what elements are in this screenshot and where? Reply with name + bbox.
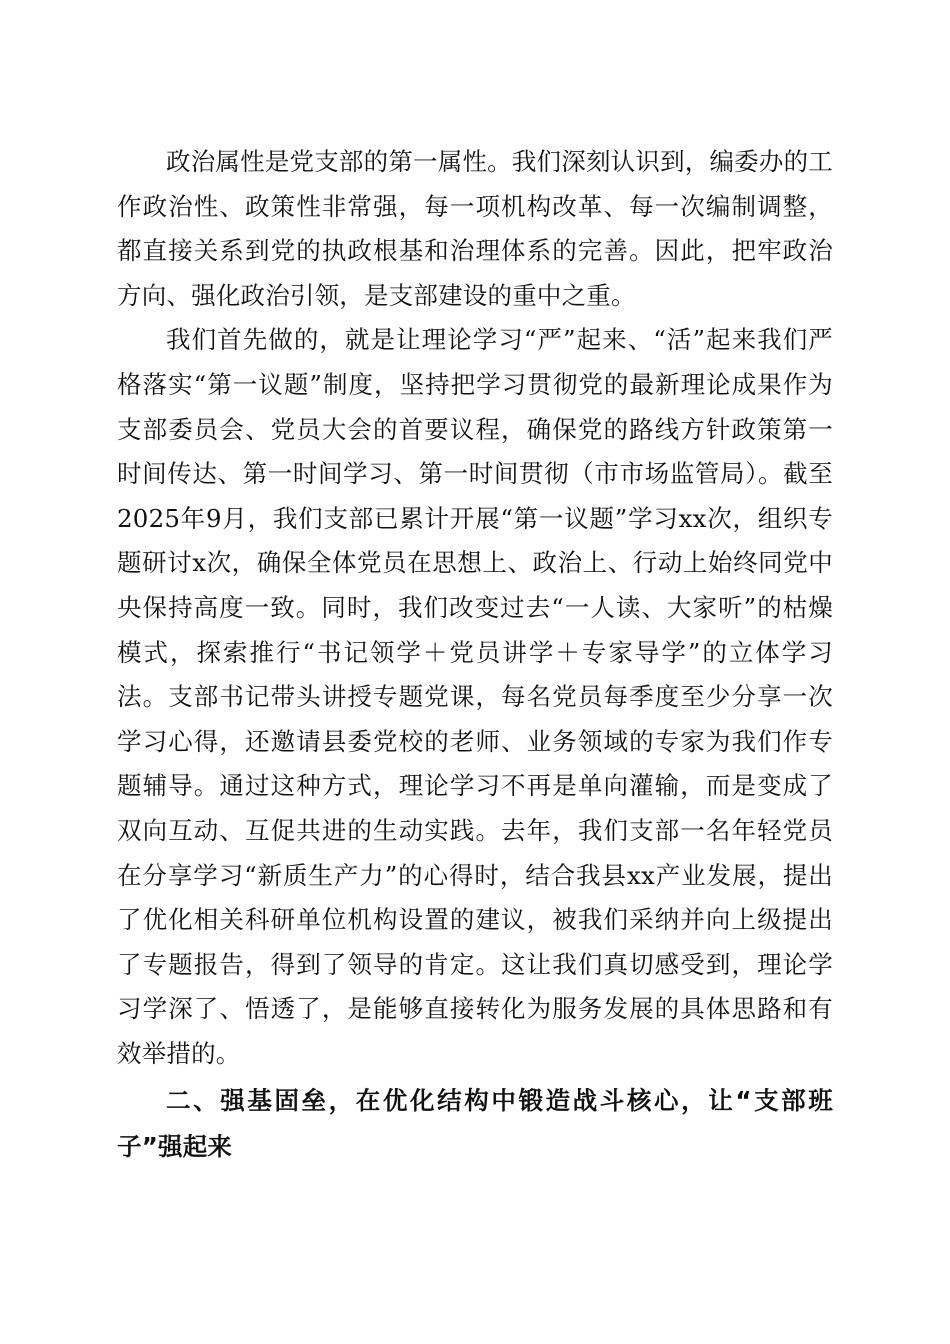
paragraph-political-attribute: 政治属性是党支部的第一属性。我们深刻认识到，编委办的工作政治性、政策性非常强，每一项机构改革、每一次编制调整，都直接关系到党的执政根基和治理体系的完善。因此，把牢政治方向、强化政治引领，是支部建设的重中之重。 [117,147,833,310]
document-body [117,140,833,1170]
paragraph-theory-study: 我们首先做的，就是让理论学习“严”起来、“活”起来我们严格落实“第一议题”制度，坚持把学习贯彻党的最新理论成果作为支部委员会、党员大会的首要议程，确保党的路线方针政策第一时间传达、第一时间学习、第一时间贯彻（市市场监管局）。截至2025年9月，我们支部已累计开展“第一议题”学习xx次，组织专题研讨x次，确保全体党员在思想上、政治上、行动上始终同党中央保持高度一致。同时，我们改变过去“一人读、大家听”的枯燥模式，探索推行“书记领学＋党员讲学＋专家导学”的立体学习法。支部书记带头讲授专题党课，每名党员每季度至少分享一次学习心得，还邀请县委党校的老师、业务领域的专家为我们作专题辅导。通过这种方式，理论学习不再是单向灌输，而是变成了双向互动、互促共进的生动实践。去年，我们支部一名年轻党员在分享学习“新质生产力”的心得时，结合我县xx产业发展，提出了优化相关科研单位机构设置的建议，被我们采纳并向上级提出了专题报告，得到了领导的肯定。这让我们真切感受到，理论学习学深了、悟透了，是能够直接转化为服务发展的具体思路和有效举措的。 [117,325,833,1068]
section-heading: 二、强基固垒，在优化结构中锻造战斗核心，让“支部班子”强起来 [117,1086,833,1162]
